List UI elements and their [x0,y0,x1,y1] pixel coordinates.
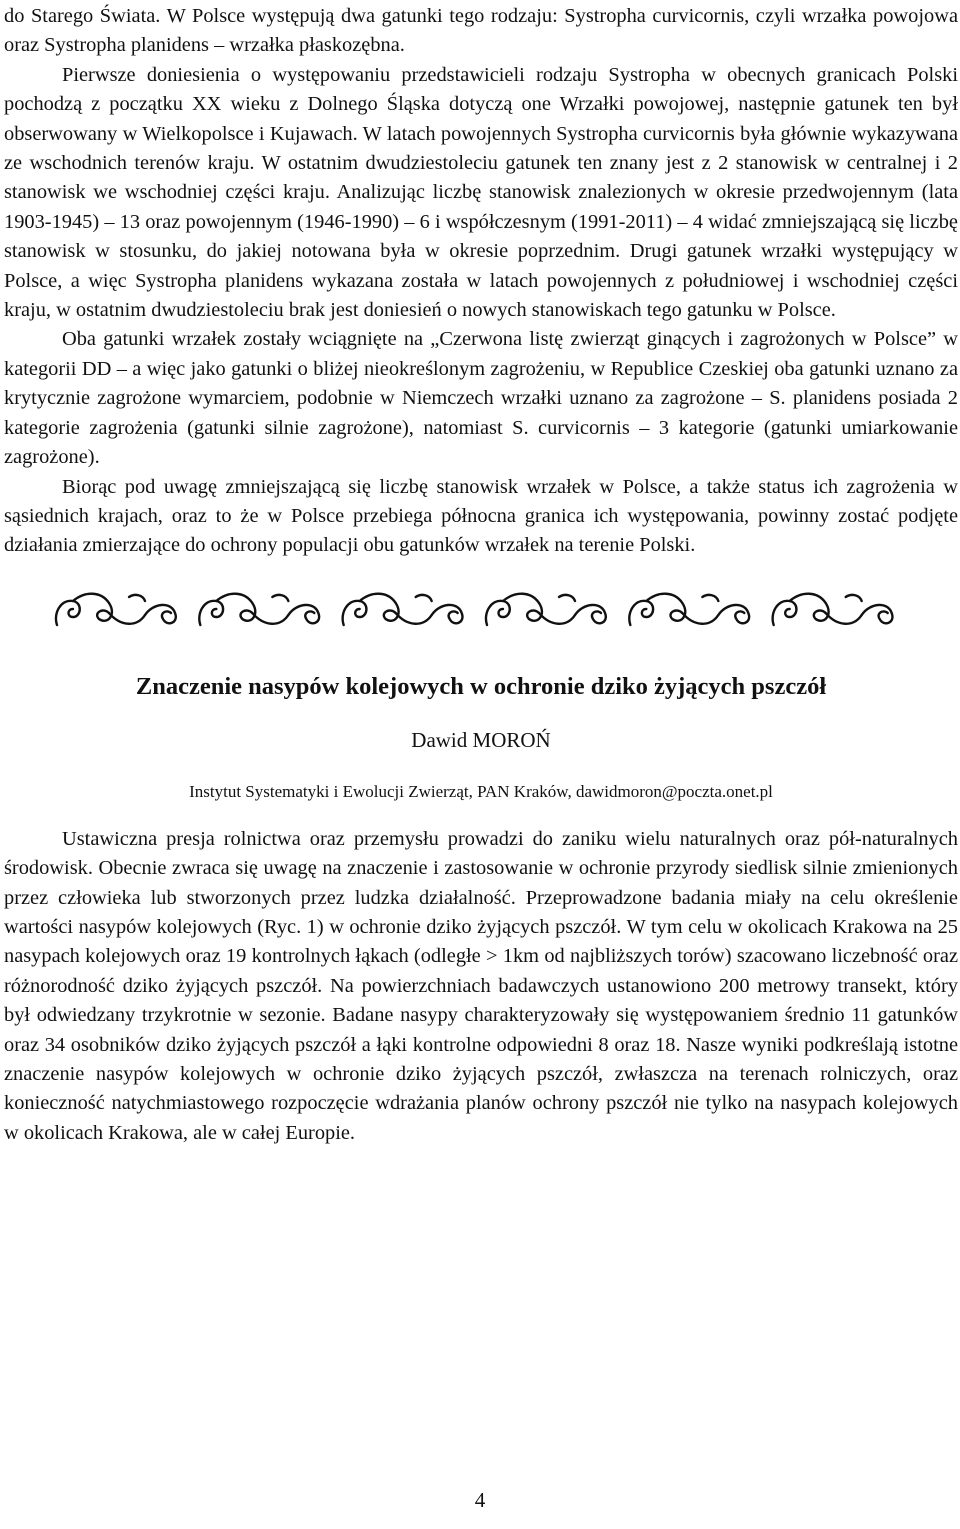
section-divider [4,585,958,637]
vine-motif [629,593,749,624]
vine-motif [56,593,176,624]
article-title: Znaczenie nasypów kolejowych w ochronie dziko żyjących pszczół [135,672,827,700]
document-page [4,0,958,1148]
article-abstract: Ustawiczna presja rolnictwa oraz przemysłu prowadzi do zaniku wielu naturalnych oraz pół-naturalnych środowisk. Obecnie zwraca się uwagę na znaczenie i zastosowanie w ochronie przyrody siedlisk silnie zmienionych przez człowieka lub stworzonych przez ludzka działalność. Przeprowadzone badania miały na celu określenie wartości nasypów kolejowych (Ryc. 1) w ochronie dziko żyjących pszczół. W tym celu w okolicach Krakowa na 25 nasypach kolejowych oraz 19 kontrolnych łąkach (odległe > 1km od najbliższych torów) szacowano liczebność oraz różnorodność dziko żyjących pszczół. Na powierzchniach badawczych ustanowiono 200 metrowy transekt, który był odwiedzany trzykrotnie w sezonie. Badane nasypy charakteryzowały się występowaniem średnio 11 gatunków oraz 34 osobników dziko żyjących pszczół a łąki kontrolne odpowiedni 8 oraz 18. Nasze wyniki podkreślają istotne znaczenie nasypów kolejowych w ochronie dziko żyjących pszczół, zwłaszcza na terenach rolniczych, oraz konieczność natychmiastowego rozpoczęcie wdrażania planów ochrony pszczół nie tylko na nasypach kolejowych w okolicach Krakowa, ale w całej Europie. [4,827,958,1144]
body-paragraph: do Starego Świata. W Polsce występują dwa gatunki tego rodzaju: Systropha curvicornis, czyli wrzałka powojowa oraz Systropha planidens – wrzałka płaskozębna. [4,5,958,57]
article-affiliation: Instytut Systematyki i Ewolucji Zwierząt, PAN Kraków, dawidmoron@poczta.onet.pl [189,781,773,801]
vine-motif [199,593,319,624]
vine-motif [773,593,893,624]
floral-vine-divider-icon [51,587,911,635]
article-author: Dawid MOROŃ [411,727,551,752]
vine-motif [343,593,463,624]
vine-motif [486,593,606,624]
body-paragraph: Pierwsze doniesienia o występowaniu przedstawicieli rodzaju Systropha w obecnych granicach Polski pochodzą z początku XX wieku z Dolnego Śląska dotyczą one Wrzałki powojowej, następnie gatunek ten był obserwowany w Wielkopolsce i Kujawach. W latach powojennych Systropha curvicornis była głównie wykazywana ze wschodnich terenów kraju. W ostatnim dwudziestoleciu gatunek ten znany jest z 2 stanowisk w centralnej i 2 stanowisk we wschodniej części kraju. Analizując liczbę stanowisk znalezionych w okresie przedwojennym (lata 1903-1945) – 13 oraz powojennym (1946-1990) – 6 i współczesnym (1991-2011) – 4 widać zmniejszającą się liczbę stanowisk w stosunku, do jakiej notowana była w okresie poprzednim. Drugi gatunek wrzałki występujący w Polsce, a więc Systropha planidens wykazana została w latach powojennych z południowej i wschodniej części kraju, w ostatnim dwudziestoleciu brak jest doniesień o nowych stanowiskach tego gatunku w Polsce. [4,63,958,322]
body-paragraph: Oba gatunki wrzałek zostały wciągnięte na „Czerwona listę zwierząt ginących i zagrożonych w Polsce” w kategorii DD – a więc jako gatunki o bliżej nieokreślonym zagrożeniu, w Republice Czeskiej oba gatunki uznano za krytycznie zagrożone wymarciem, podobnie w Niemczech wrzałki uznano za zagrożone – S. planidens posiada 2 kategorie zagrożenia (gatunki silnie zagrożone), natomiast S. curvicornis – 3 kategorie (gatunki umiarkowanie zagrożone). [4,328,958,469]
page-number: 4 [474,1488,486,1512]
body-paragraph: Biorąc pod uwagę zmniejszającą się liczbę stanowisk wrzałek w Polsce, a także status ich zagrożenia w sąsiednich krajach, oraz to że w Polsce przebiega północna granica ich występowania, powinny zostać podjęte działania zmierzające do ochrony populacji obu gatunków wrzałek na terenie Polski. [4,475,958,557]
